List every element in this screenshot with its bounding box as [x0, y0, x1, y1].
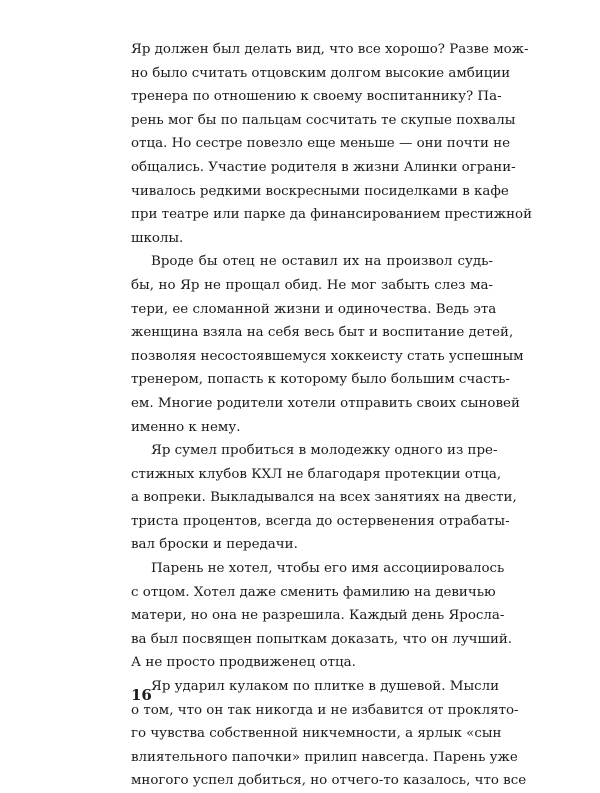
text-line: матери, но она не разрешила. Каждый день Яросла-: [131, 608, 505, 624]
text-line: тери, ее сломанной жизни и одиночества. Ведь эта: [131, 301, 497, 317]
text-line: го чувства собственной никчемности, а ярлык «сын: [131, 726, 502, 742]
text-line: триста процентов, всегда до остервенения отрабаты-: [131, 513, 510, 529]
text-line: ем. Многие родители хотели отправить своих сыновей: [131, 395, 520, 411]
text-line: о том, что он так никогда и не избавится от проклято-: [131, 702, 519, 718]
text-line: с отцом. Хотел даже сменить фамилию на девичью: [131, 584, 496, 600]
text-line: бы, но Яр не прощал обид. Не мог забыть слез ма-: [131, 277, 493, 293]
text-line: а вопреки. Выкладывался на всех занятиях на двести,: [131, 490, 517, 506]
text-line: школы.: [131, 230, 184, 246]
text-line: Яр ударил кулаком по плитке в душевой. Мысли: [151, 679, 500, 695]
body-text: [131, 38, 533, 793]
text-line: А не просто продвиженец отца.: [131, 655, 356, 671]
text-line: вал броски и передачи.: [131, 537, 298, 553]
text-line: ва был посвящен попыткам доказать, что он лучший.: [131, 631, 513, 647]
text-line: при театре или парке да финансированием престижной: [131, 207, 533, 223]
text-line: стижных клубов КХЛ не благодаря протекции отца,: [131, 466, 502, 482]
text-line: общались. Участие родителя в жизни Алинки ограни-: [131, 159, 516, 175]
text-line: многого успел добиться, но отчего-то казалось, что все: [131, 773, 527, 789]
text-line: тренера по отношению к своему воспитаннику? Па-: [131, 89, 502, 105]
text-line: рень мог бы по пальцам сосчитать те скупые похвалы: [131, 112, 516, 128]
text-line: женщина взяла на себя весь быт и воспитание детей,: [131, 325, 514, 341]
text-line: Яр сумел пробиться в молодежку одного из пре-: [151, 443, 498, 459]
text-line: отца. Но сестре повезло еще меньше — они почти не: [131, 136, 511, 152]
text-line: чивалось редкими воскресными посиделками в кафе: [131, 183, 509, 199]
page-number: 16: [131, 686, 152, 704]
text-line: влиятельного папочки» прилип навсегда. Парень уже: [131, 749, 518, 765]
text-line: тренером, попасть к которому было большим счасть-: [131, 372, 510, 388]
text-line: именно к нему.: [131, 419, 241, 435]
text-line: Вроде бы отец не оставил их на произвол судь-: [151, 254, 493, 270]
text-line: но было считать отцовским долгом высокие амбиции: [131, 65, 511, 81]
text-line: Парень не хотел, чтобы его имя ассоциировалось: [151, 561, 505, 577]
text-line: Яр должен был делать вид, что все хорошо? Разве мож-: [131, 42, 529, 57]
text-line: позволяя несостоявшемуся хоккеисту стать успешным: [131, 348, 524, 364]
